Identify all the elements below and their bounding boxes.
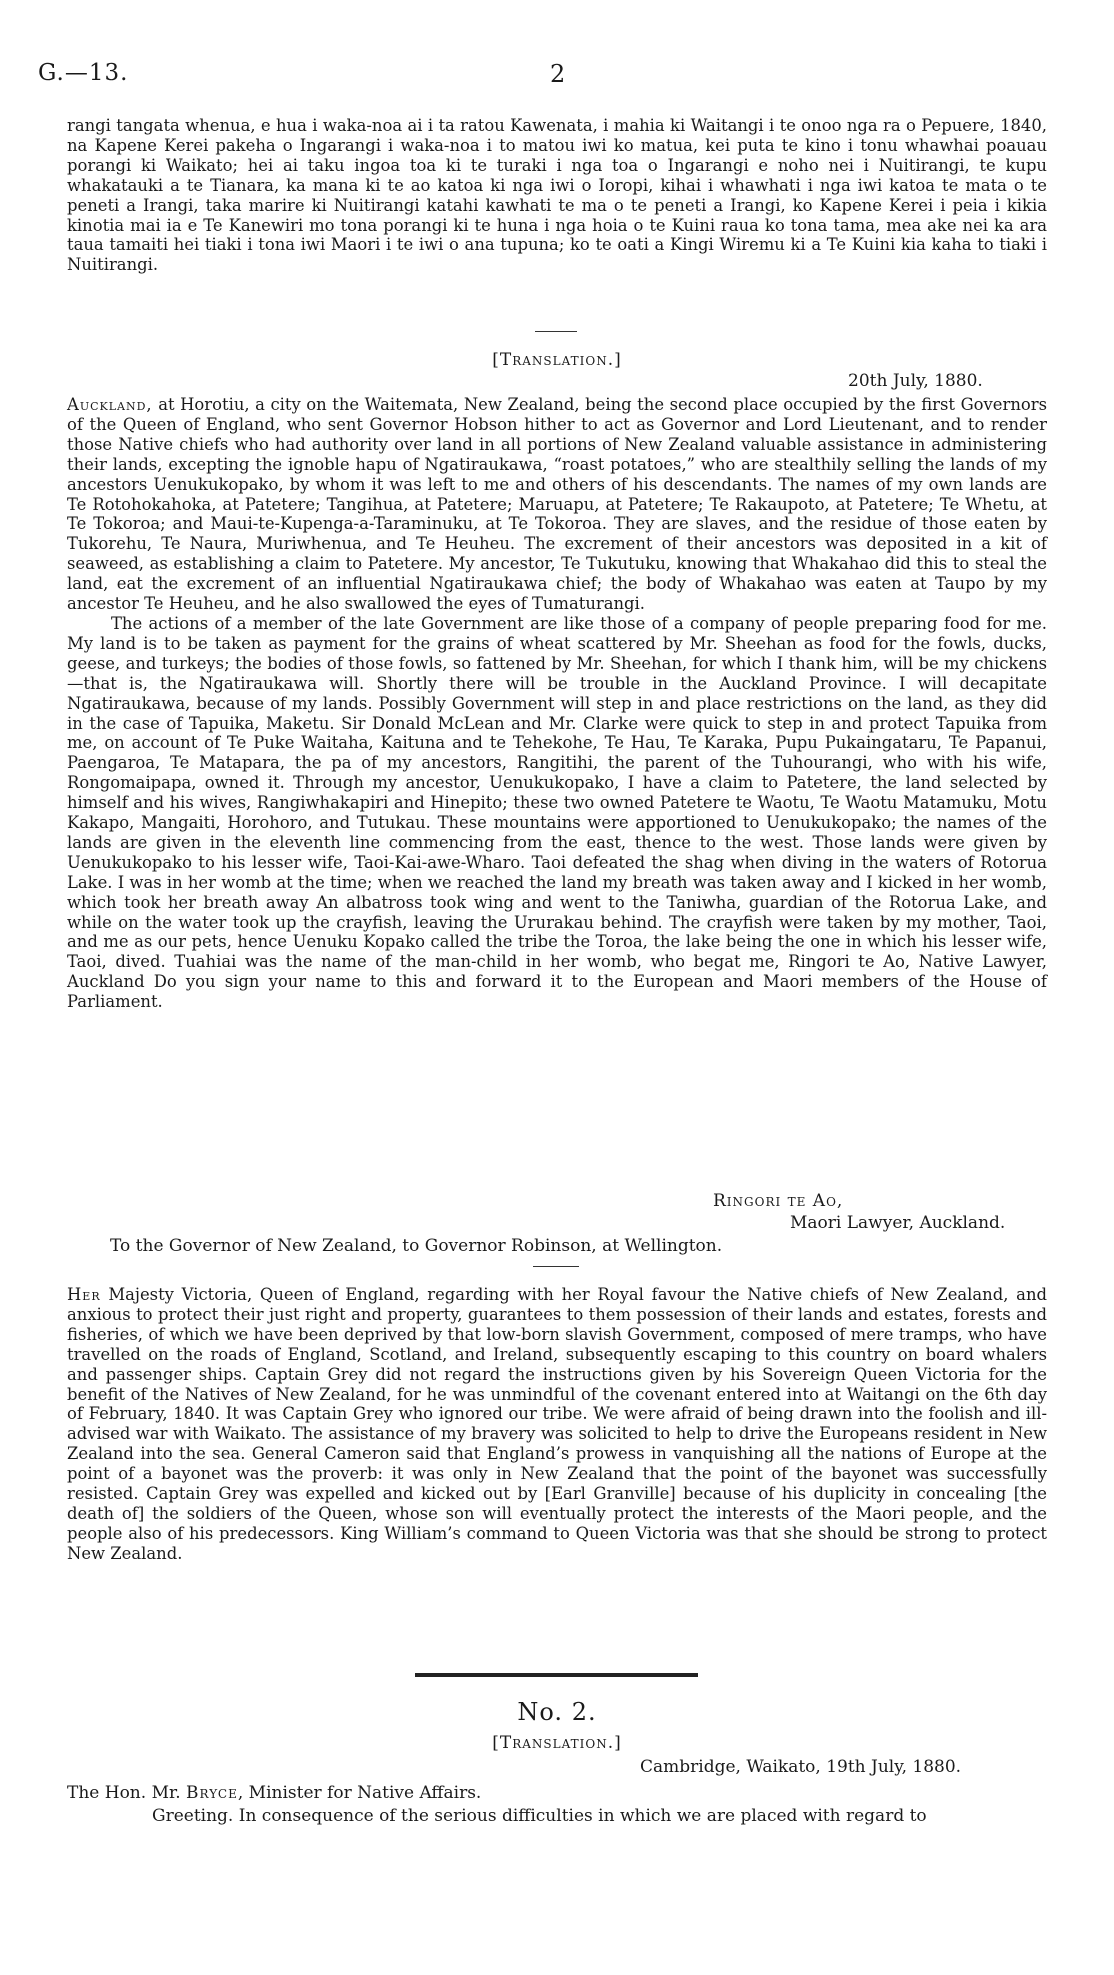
signature-title: Maori Lawyer, Auckland. bbox=[790, 1213, 1006, 1233]
letter-paragraph-2: The actions of a member of the late Government are like those of a company of people preparing food for me. My land is to be taken as payment for the grains of wheat scattered by Mr. Sheehan as food for the fowls, ducks, geese, and turkeys; the bodies of those fowls, so fattened by Mr. Sheehan, for which I thank him, will be my chickens—that is, the Ngatiraukawa will. Shortly there will be trouble in the Auckland Province. I will decapitate Ngatiraukawa, because of my lands. Possibly Government will step in and place restrictions on the land, as they did in the case of Tapuika, Maketu. Sir Donald McLean and Mr. Clarke were quick to step in and protect Tapuika from me, on account of Te Puke Waitaha, Kaituna and te Tehekohe, Te Hau, Te Karaka, Pupu Pukaingataru, Te Papanui, Paengaroa, Te Matapara, the pa of my ancestors, Rangitihi, the parent of the Tuhourangi, who with his wife, Rongomaipapa, owned it. Through my ancestor, Uenukukopako, I have a claim to Patetere, the land selected by himself and his wives, Rangiwhakapiri and Hinepito; these two owned Patetere te Waotu, Te Waotu Matamuku, Motu Kakapo, Mangaiti, Horohoro, and Tutukau. These mountains were apportioned to Uenukukopako; the names of the lands are given in the eleventh line commencing from the east, thence to the west. Those lands were given by Uenukukopako to his lesser wife, Taoi-Kai-awe-Wharo. Taoi defeated the shag when diving in the waters of Rotorua Lake. I was in her womb at the time; when we reached the land my breath was taken away and I kicked in her womb, which took her breath away An albatross took wing and went to the Taniwha, guardian of the Rotorua Lake, and while on the water took up the crayfish, leaving the Ururakau behind. The crayfish were taken by my mother, Taoi, and me as our pets, hence Uenuku Kopako called the tribe the Toroa, the lake being the one in which his lesser wife, Taoi, dived. Tuahiai was the name of the man-child in her womb, who begat me, Ringori te Ao, Native Lawyer, Auckland Do you sign your name to this and forward it to the European and Maori members of the House of Parliament. bbox=[67, 613, 1047, 1012]
addressee-suffix: , Minister for Native Affairs. bbox=[237, 1783, 482, 1803]
section-heading: No. 2. bbox=[517, 1698, 597, 1726]
addressee bbox=[67, 1783, 481, 1803]
translation-label: [Translation.] bbox=[492, 350, 622, 370]
letter-paragraph-1 bbox=[67, 395, 1047, 614]
addressee-prefix: The Hon. Mr. bbox=[67, 1783, 187, 1803]
letter-2-body bbox=[67, 1285, 1047, 1564]
paragraph-text: Majesty Victoria, Queen of England, regarding with her Royal favour the Native chiefs of New Zealand, and anxious to protect their just right and property, guarantees to them possession of their lands and estates, forests and fisheries, of which we have been deprived by that low-born slavish Government, composed of mere tramps, who have travelled on the roads of England, Scotland, and Ireland, subsequently escaping to this country on board whalers and passenger ships. Captain Grey did not regard the instructions given by his Sovereign Queen Victoria for the benefit of the Natives of New Zealand, for he was unmindful of the covenant entered into at Waitangi on the 6th day of February, 1840. It was Captain Grey who ignored our tribe. We were afraid of being drawn into the foolish and ill-advised war with Waikato. The assistance of my bravery was solicited to help to drive the Europeans resident in New Zealand into the sea. General Cameron said that England’s prowess in vanquishing all the nations of Europe at the point of a bayonet was the proverb: it was only in New Zealand that the point of the bayonet was successfully resisted. Captain Grey was expelled and kicked out by [Earl Granville] because of his duplicity in concealing [the death of] the soldiers of the Queen, whose son will eventually protect the interests of the Maori people, and the people also of his predecessors. King William’s command to Queen Victoria was that she should be strong to protect New Zealand. bbox=[67, 1285, 1047, 1563]
series-code: G.—13. bbox=[38, 60, 129, 86]
letter-date: 20th July, 1880. bbox=[848, 371, 983, 391]
short-divider bbox=[533, 1266, 579, 1267]
paragraph-text: at Horotiu, a city on the Waitemata, New Zealand, being the second place occupied by the first Governors of the Queen of England, who sent Governor Hobson hither to act as Governor and Lord Lieutenant, and to render those Native chiefs who had authority over land in all portions of New Zealand valuable assistance in administering their lands, excepting the ignoble hapu of Ngatiraukawa, “roast potatoes,” who are stealthily selling the lands of my ancestors Uenukukopako, by whom it was left to me and others of his descendants. The names of my own lands are Te Rotohokahoka, at Patetere; Tangihua, at Patetere; Maruapu, at Patetere; Te Rakaupoto, at Patetere; Te Whetu, at Te Tokoroa; and Maui-te-Kupenga-a-Taraminuku, at Te Tokoroa. They are slaves, and the residue of those eaten by Tukorehu, Te Naura, Muriwhenua, and Te Heuheu. The excrement of their ancestors was deposited in a kit of seaweed, as establishing a claim to Patetere. My ancestor, Te Tukutuku, knowing that Whakahao did this to steal the land, eat the excrement of an influential Ngatiraukawa chief; the body of Whakahao was eaten at Taupo by my ancestor Te Heuheu, and he also swallowed the eyes of Tumaturangi. bbox=[67, 395, 1047, 614]
opening-word: Auckland, bbox=[67, 395, 153, 414]
section-divider bbox=[415, 1673, 698, 1677]
translation-label: [Translation.] bbox=[492, 1733, 622, 1753]
opening-word: Her bbox=[67, 1285, 101, 1304]
letter-body bbox=[67, 395, 1047, 1012]
greeting-line: Greeting. In consequence of the serious difficulties in which we are placed with regard to bbox=[152, 1806, 927, 1826]
addressee: To the Governor of New Zealand, to Governor Robinson, at Wellington. bbox=[110, 1236, 723, 1256]
signature-name: Ringori te Ao, bbox=[713, 1191, 844, 1211]
page-number: 2 bbox=[550, 60, 566, 88]
letter-date: Cambridge, Waikato, 19th July, 1880. bbox=[640, 1757, 962, 1777]
short-divider bbox=[535, 331, 577, 332]
maori-paragraph: rangi tangata whenua, e hua i waka-noa ai i ta ratou Kawenata, i mahia ki Waitangi i te onoo nga ra o Pepuere, 1840, na Kapene Kerei pakeha o Ingarangi i waka-noa i to matou iwi ko matua, kei puta te kino i tonu whawhai poauau porangi ki Waikato; hei ai taku ingoa toa ki te turaki i nga toa o Ingarangi e noho nei i Nuitirangi, te kupu whakatauki a te Tianara, ka mana ki te ao katoa ki nga iwi o Ioropi, kihai i whawhati i nga iwi katoa te mata o te peneti a Irangi, taka marire ki Nuitirangi katahi kawhati te ma o te peneti a Irangi, ko Kapene Kerei i peia i kikia kinotia mai ia e Te Kanewiri mo tona porangi ki te huna i nga hoia o te Kuini raua ko tona tama, mea ake nei ka ara taua tamaiti hei tiaki i tona iwi Maori i te iwi o ana tupuna; ko te oati a Kingi Wiremu ki a Te Kuini kia kaha to tiaki i Nuitirangi. bbox=[67, 116, 1047, 275]
addressee-name: Bryce bbox=[186, 1783, 238, 1803]
